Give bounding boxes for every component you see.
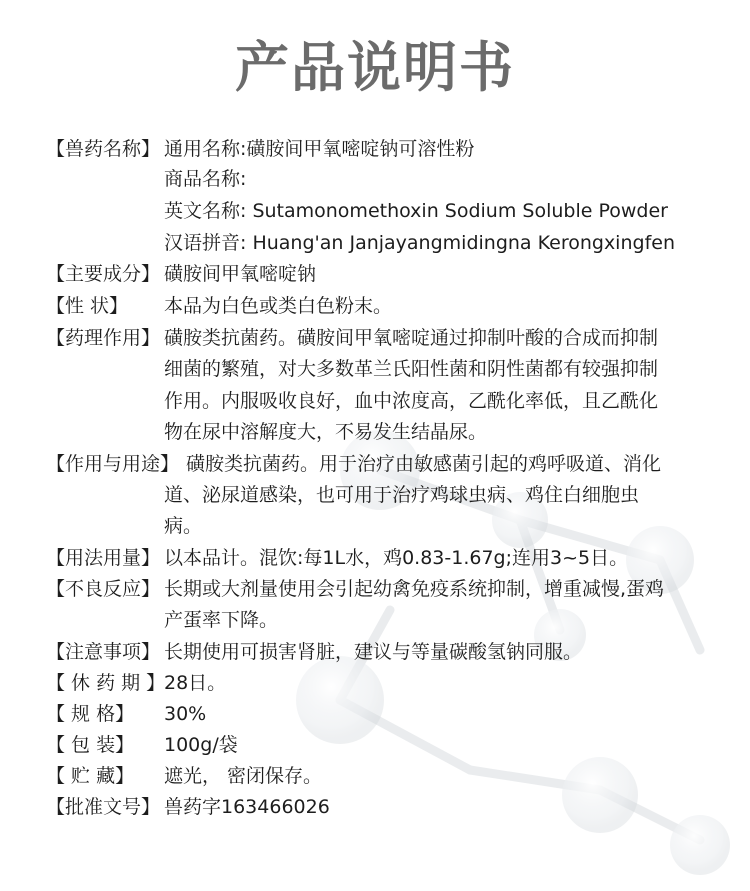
generic-name: 通用名称:磺胺间甲氧嘧啶钠可溶性粉 [164,138,475,160]
field-line: 作用。内服吸收良好，血中浓度高，乙酰化率低，且乙酰化 [164,390,659,412]
field-value: 30% [164,703,207,725]
field-line: 产蛋率下降。 [164,609,279,631]
field-pharmacology [46,322,658,354]
field-label: 【药理作用】 [46,327,161,349]
trade-name: 商品名称: [164,168,247,190]
field-value: 兽药字163466026 [164,796,330,818]
field-storage [46,760,322,792]
field-label: 【注意事项】 [46,641,161,663]
pinyin-name: 汉语拼音: Huang'an Janjayangmidingna Kerongxingfen [164,232,675,254]
field-caution [46,636,582,668]
field-line: 细菌的繁殖，对大多数革兰氏阳性菌和阴性菌都有较强抑制 [164,358,659,380]
field-line: 磺胺类抗菌药。用于治疗由敏感菌引起的鸡呼吸道、消化 [186,453,662,475]
field-label: 【不良反应】 [46,578,161,600]
field-label: 【作用与用途】 [46,453,180,475]
field-label: 【 贮 藏】 [46,765,135,787]
field-label: 【 规 格】 [46,703,135,725]
field-property [46,290,392,322]
field-ingredient [46,258,316,290]
field-approval [46,791,330,823]
field-package [46,729,238,761]
field-label: 【性 状】 [46,295,129,317]
field-label: 【 休 药 期 】 [46,672,166,694]
field-value: 磺胺间甲氧嘧啶钠 [164,263,317,285]
field-value: 长期使用可损害肾脏，建议与等量碳酸氢钠同服。 [164,641,583,663]
field-value: 28日。 [164,672,227,694]
field-label: 【批准文号】 [46,796,161,818]
field-spec [46,698,206,730]
field-line: 病。 [164,515,203,537]
field-adverse [46,573,664,605]
field-label: 【主要成分】 [46,263,161,285]
field-line: 磺胺类抗菌药。磺胺间甲氧嘧啶通过抑制叶酸的合成而抑制 [164,327,659,349]
field-value: 遮光， 密闭保存。 [164,765,323,787]
field-label: 【 包 装】 [46,734,135,756]
english-name: 英文名称: Sutamonomethoxin Sodium Soluble Powder [164,200,668,222]
field-dosage [46,542,628,574]
field-label: 【用法用量】 [46,547,161,569]
field-value: 以本品计。混饮:每1L水，鸡0.83-1.67g;连用3~5日。 [164,547,629,569]
field-line: 道、泌尿道感染，也可用于治疗鸡球虫病、鸡住白细胞虫 [164,484,640,506]
field-withdrawal [46,667,226,699]
field-value: 100g/袋 [164,734,238,756]
field-value: 本品为白色或类白色粉末。 [164,295,393,317]
page-title: 产品说明书 [235,36,515,99]
field-line: 物在尿中溶解度大，不易发生结晶尿。 [164,421,488,443]
field-vet-name [46,133,474,165]
field-usage [46,448,661,480]
field-label: 【兽药名称】 [46,138,161,160]
field-line: 长期或大剂量使用会引起幼禽免疫系统抑制，增重减慢,蛋鸡 [164,578,665,600]
